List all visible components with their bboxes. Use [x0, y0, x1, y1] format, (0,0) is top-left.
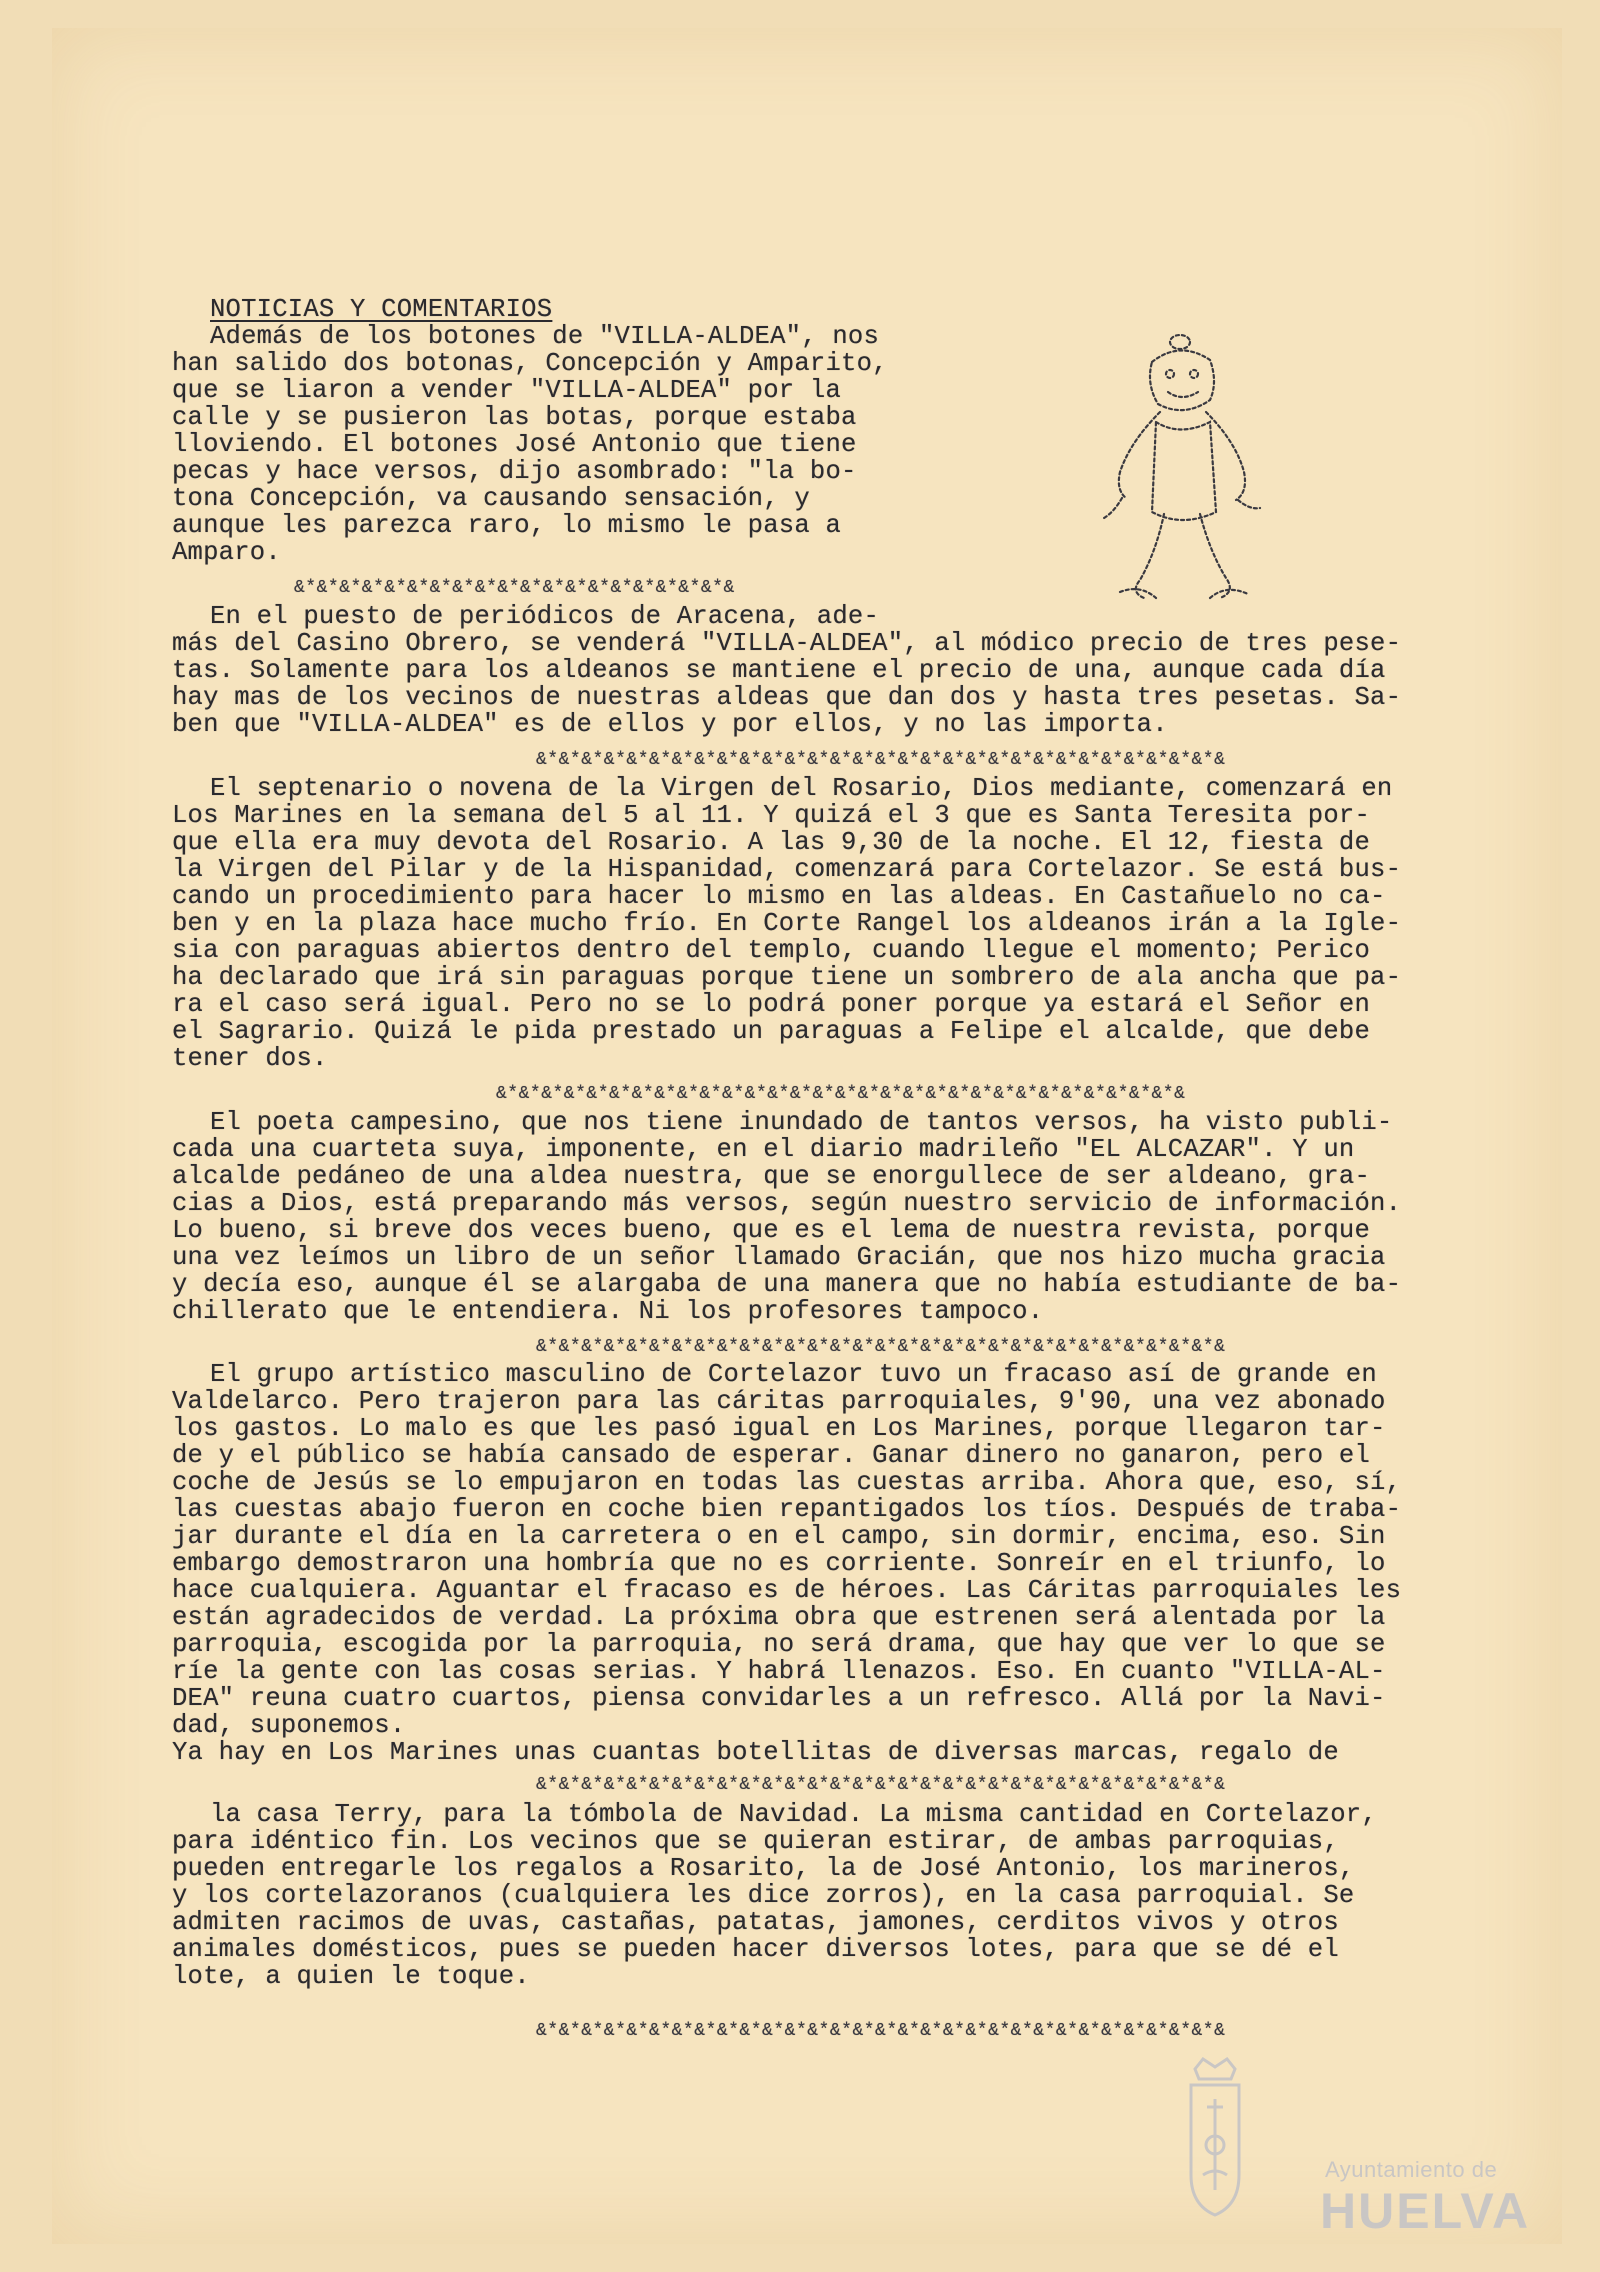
text-line: Lo bueno, si breve dos veces bueno, que es el lema de nuestra revista, porque	[172, 1216, 1371, 1245]
text-line: pueden entregarle los regalos a Rosarito, la de José Antonio, los marineros,	[172, 1854, 1355, 1883]
text-line: han salido dos botonas, Concepción y Amparito,	[172, 349, 888, 378]
text-line: El poeta campesino, que nos tiene inundado de tantos versos, ha visto publi-	[210, 1108, 1393, 1137]
separator-line: &*&*&*&*&*&*&*&*&*&*&*&*&*&*&*&*&*&*&*&*&*&*&*&*&*&*&*&*&*&*&	[536, 1337, 1226, 1357]
text-line: ra el caso será igual. Pero no se lo podrá poner porque ya estará el Señor en	[172, 990, 1371, 1019]
text-line: que ella era muy devota del Rosario. A las 9,30 de la noche. El 12, fiesta de	[172, 828, 1371, 857]
text-line: de y el público se había cansado de esperar. Ganar dinero no ganaron, pero el	[172, 1441, 1371, 1470]
text-line: para idéntico fin. Los vecinos que se quieran estirar, de ambas parroquias,	[172, 1827, 1339, 1856]
text-line: hace cualquiera. Aguantar el fracaso es de héroes. Las Cáritas parroquiales les	[172, 1576, 1402, 1605]
text-line: tener dos.	[172, 1044, 328, 1073]
text-line: parroquia, escogida por la parroquia, no será drama, que hay que ver lo que se	[172, 1630, 1386, 1659]
text-line: jar durante el día en la carretera o en el campo, sin dormir, encima, eso. Sin	[172, 1522, 1386, 1551]
text-line: tas. Solamente para los aldeanos se mantiene el precio de una, aunque cada día	[172, 656, 1386, 685]
text-line: calle y se pusieron las botas, porque estaba	[172, 403, 857, 432]
text-line: admiten racimos de uvas, castañas, patatas, jamones, cerditos vivos y otros	[172, 1908, 1339, 1937]
text-line: tona Concepción, va causando sensación, y	[172, 484, 810, 513]
text-line: coche de Jesús se lo empujaron en todas las cuestas arriba. Ahora que, eso, sí,	[172, 1468, 1402, 1497]
text-line: pecas y hace versos, dijo asombrado: "la bo-	[172, 457, 857, 486]
text-line: cias a Dios, está preparando más versos, según nuestro servicio de información.	[172, 1189, 1402, 1218]
separator-line: &*&*&*&*&*&*&*&*&*&*&*&*&*&*&*&*&*&*&*&*&*&*&*&*&*&*&*&*&*&*&	[496, 1084, 1186, 1104]
text-line: la casa Terry, para la tómbola de Navidad. La misma cantidad en Cortelazor,	[210, 1800, 1377, 1829]
text-line: hay mas de los vecinos de nuestras aldeas que dan dos y hasta tres pesetas. Sa-	[172, 683, 1402, 712]
text-line: ríe la gente con las cosas serias. Y habrá llenazos. Eso. En cuanto "VILLA-AL-	[172, 1657, 1386, 1686]
text-line: En el puesto de periódicos de Aracena, ade-	[210, 602, 880, 631]
text-line: lloviendo. El botones José Antonio que tiene	[172, 430, 857, 459]
text-line: y decía eso, aunque él se alargaba de una manera que no había estudiante de ba-	[172, 1270, 1402, 1299]
separator-line: &*&*&*&*&*&*&*&*&*&*&*&*&*&*&*&*&*&*&*&*&*&*&*&*&*&*&*&*&*&*&	[536, 2021, 1226, 2041]
text-line: más del Casino Obrero, se venderá "VILLA-ALDEA", al módico precio de tres pese-	[172, 629, 1402, 658]
text-line: sia con paraguas abiertos dentro del templo, cuando llegue el momento; Perico	[172, 936, 1371, 965]
text-line: DEA" reuna cuatro cuartos, piensa convidarles a un refresco. Allá por la Navi-	[172, 1684, 1386, 1713]
text-line: Además de los botones de "VILLA-ALDEA", nos	[210, 322, 880, 351]
section-heading: NOTICIAS Y COMENTARIOS	[210, 295, 553, 324]
text-line: ben que "VILLA-ALDEA" es de ellos y por ellos, y no las importa.	[172, 710, 1168, 739]
text-line: aunque les parezca raro, lo mismo le pasa a	[172, 511, 842, 540]
text-line: Valdelarco. Pero trajeron para las cáritas parroquiales, 9'90, una vez abonado	[172, 1387, 1386, 1416]
text-line: chillerato que le entendiera. Ni los profesores tampoco.	[172, 1297, 1044, 1326]
text-line: las cuestas abajo fueron en coche bien repantigados los tíos. Después de traba-	[172, 1495, 1402, 1524]
text-line: ben y en la plaza hace mucho frío. En Corte Rangel los aldeanos irán a la Igle-	[172, 909, 1402, 938]
separator-line: &*&*&*&*&*&*&*&*&*&*&*&*&*&*&*&*&*&*&*&*&*&*&*&*&*&*&*&*&*&*&	[536, 750, 1226, 770]
text-line: cada una cuarteta suya, imponente, en el diario madrileño "EL ALCAZAR". Y un	[172, 1135, 1355, 1164]
separator-line: &*&*&*&*&*&*&*&*&*&*&*&*&*&*&*&*&*&*&*&	[294, 578, 735, 598]
text-line: dad, suponemos.	[172, 1711, 406, 1740]
text-line: los gastos. Lo malo es que les pasó igual en Los Marines, porque llegaron tar-	[172, 1414, 1386, 1443]
text-line: ha declarado que irá sin paraguas porque tiene un sombrero de ala ancha que pa-	[172, 963, 1402, 992]
watermark-city: HUELVA	[1320, 2183, 1531, 2239]
text-line: la Virgen del Pilar y de la Hispanidad, comenzará para Cortelazor. Se está bus-	[172, 855, 1402, 884]
text-line: embargo demostraron una hombría que no es corriente. Sonreír en el triunfo, lo	[172, 1549, 1386, 1578]
text-line: alcalde pedáneo de una aldea nuestra, que se enorgullece de ser aldeano, gra-	[172, 1162, 1371, 1191]
text-line: y los cortelazoranos (cualquiera les dice zorros), en la casa parroquial. Se	[172, 1881, 1355, 1910]
text-line: animales domésticos, pues se pueden hacer diversos lotes, para que se dé el	[172, 1935, 1339, 1964]
text-line: Ya hay en Los Marines unas cuantas botellitas de diversas marcas, regalo de	[172, 1738, 1339, 1767]
text-line: que se liaron a vender "VILLA-ALDEA" por la	[172, 376, 842, 405]
watermark-text: Ayuntamiento de	[1325, 2157, 1498, 2182]
text-line: Los Marines en la semana del 5 al 11. Y quizá el 3 que es Santa Teresita por-	[172, 801, 1371, 830]
text-line: El septenario o novena de la Virgen del Rosario, Dios mediante, comenzará en	[210, 774, 1393, 803]
text-line: están agradecidos de verdad. La próxima obra que estrenen será alentada por la	[172, 1603, 1386, 1632]
text-line: una vez leímos un libro de un señor llamado Gracián, que nos hizo mucha gracia	[172, 1243, 1386, 1272]
text-line: Amparo.	[172, 538, 281, 567]
separator-line: &*&*&*&*&*&*&*&*&*&*&*&*&*&*&*&*&*&*&*&*&*&*&*&*&*&*&*&*&*&*&	[536, 1775, 1226, 1795]
text-line: cando un procedimiento para hacer lo mismo en las aldeas. En Castañuelo no ca-	[172, 882, 1386, 911]
text-line: El grupo artístico masculino de Cortelazor tuvo un fracaso así de grande en	[210, 1360, 1377, 1389]
text-line: el Sagrario. Quizá le pida prestado un paraguas a Felipe el alcalde, que debe	[172, 1017, 1371, 1046]
text-line: lote, a quien le toque.	[172, 1962, 530, 1991]
coat-of-arms-watermark-icon	[1185, 2055, 1245, 2220]
